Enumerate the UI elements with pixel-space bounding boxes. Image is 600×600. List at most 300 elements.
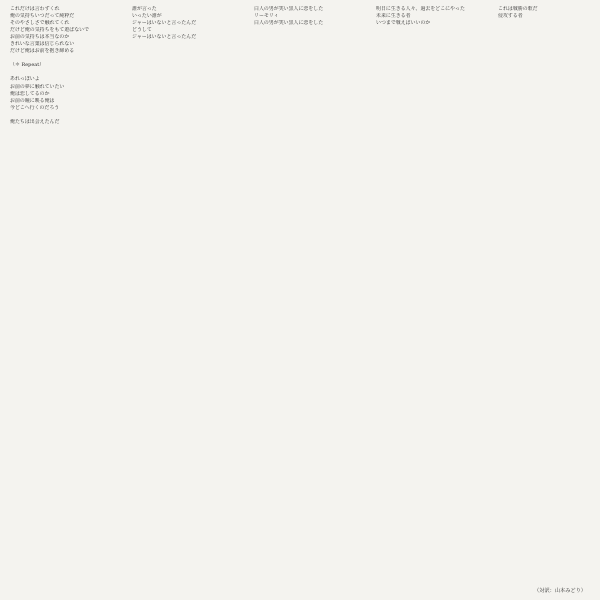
- lyric-line: [498, 281, 592, 288]
- lyric-line: [254, 34, 348, 41]
- lyric-line: [376, 330, 470, 337]
- lyric-line: [498, 217, 592, 224]
- lyric-line: [254, 394, 348, 401]
- lyric-line: [10, 281, 104, 288]
- lyric-line: [498, 436, 592, 443]
- lyric-line: [10, 401, 104, 408]
- lyric-line: [10, 450, 104, 457]
- lyric-line: きれいな言葉は信じられない: [10, 41, 75, 48]
- lyric-line: [498, 316, 592, 323]
- lyric-line: [498, 112, 592, 119]
- lyric-line: [376, 316, 470, 323]
- lyric-line: [132, 84, 226, 91]
- lyric-line: [10, 485, 104, 492]
- lyric-line: [498, 210, 592, 217]
- lyric-line: [498, 464, 592, 471]
- lyric-line: [254, 189, 348, 196]
- lyric-line: [376, 112, 470, 119]
- lyric-line: [254, 253, 348, 260]
- lyric-line: [498, 450, 592, 457]
- lyric-line: [498, 126, 592, 133]
- lyric-line: [498, 492, 592, 499]
- lyric-line: あれっぽいよ: [10, 76, 40, 83]
- lyric-line: [10, 112, 104, 119]
- lyric-line: [498, 351, 592, 358]
- lyric-line: [376, 203, 470, 210]
- lyric-line: [498, 274, 592, 281]
- lyric-line: [498, 260, 592, 267]
- lyric-line: [10, 154, 104, 161]
- lyric-line: [498, 309, 592, 316]
- lyric-line: 俺は恋してるのか: [10, 90, 50, 97]
- lyric-line: [498, 55, 592, 62]
- lyric-line: [10, 210, 104, 217]
- lyric-line: だけど俺はお前を抱き締める: [10, 48, 75, 55]
- lyric-line: [132, 513, 226, 520]
- lyric-line: [498, 513, 592, 520]
- lyric-line: [132, 387, 226, 394]
- lyric-line: [254, 344, 348, 351]
- lyric-line: [498, 478, 592, 485]
- lyric-line: お前の夢に触れていたい: [10, 83, 65, 90]
- lyric-line: [132, 288, 226, 295]
- lyric-line: [10, 492, 104, 499]
- lyric-line: [376, 260, 470, 267]
- lyric-line: [376, 41, 470, 48]
- lyric-line: [132, 351, 226, 358]
- lyric-line: [10, 323, 104, 330]
- lyric-line: [498, 520, 592, 527]
- lyric-line: [376, 337, 470, 344]
- lyric-line: [254, 351, 348, 358]
- lyric-line: [376, 161, 470, 168]
- lyric-line: [10, 295, 104, 302]
- lyric-line: [498, 330, 592, 337]
- lyric-line: [376, 69, 470, 76]
- lyric-line: [10, 232, 104, 239]
- lyric-line: [498, 147, 592, 154]
- lyric-line: [498, 344, 592, 351]
- lyric-line: [254, 224, 348, 231]
- lyric-line: [10, 175, 104, 182]
- lyric-line: [132, 48, 226, 55]
- lyric-line: [254, 62, 348, 69]
- lyric-line: [498, 91, 592, 98]
- lyric-line: 白人の男が笑い黒人に恋をした: [254, 6, 324, 12]
- lyric-line: [376, 436, 470, 443]
- lyric-line: [254, 119, 348, 126]
- lyric-line: [132, 147, 226, 154]
- lyric-line: [254, 450, 348, 457]
- lyric-line: [254, 527, 348, 534]
- lyric-line: [10, 239, 104, 246]
- lyric-line: [254, 330, 348, 337]
- lyric-line: [254, 499, 348, 506]
- lyric-line: [132, 394, 226, 401]
- lyric-line: [376, 288, 470, 295]
- lyric-line: [376, 133, 470, 140]
- lyric-line: [132, 415, 226, 422]
- lyric-line: [10, 246, 104, 253]
- lyric-line: [10, 140, 104, 147]
- lyric-line: [254, 168, 348, 175]
- lyric-line: [254, 415, 348, 422]
- lyric-line: [132, 436, 226, 443]
- lyric-line: [132, 98, 226, 105]
- lyric-line: [498, 527, 592, 534]
- lyric-line: [132, 196, 226, 203]
- lyric-line: だけど俺の気持ちをもて遊ばないで: [10, 27, 90, 34]
- lyric-line: [132, 105, 226, 112]
- lyric-line: [254, 260, 348, 267]
- lyric-line: [132, 154, 226, 161]
- lyric-line: [132, 224, 226, 231]
- lyric-line: 侵攻する者: [498, 13, 523, 20]
- lyric-line: [10, 436, 104, 443]
- lyric-line: [254, 267, 348, 274]
- lyric-line: [254, 316, 348, 323]
- lyric-line: [254, 443, 348, 450]
- lyric-line: [10, 394, 104, 401]
- lyric-line: [132, 55, 226, 62]
- lyric-line: [254, 379, 348, 386]
- lyric-line: [376, 309, 470, 316]
- lyric-line: [376, 91, 470, 98]
- lyric-line: [498, 34, 592, 41]
- lyric-line: [254, 210, 348, 217]
- lyric-line: 明日に生きる人々、過去をどこにやった: [376, 6, 465, 12]
- lyric-line: [498, 506, 592, 513]
- lyric-line: [254, 98, 348, 105]
- lyric-line: [376, 372, 470, 379]
- lyric-line: [132, 217, 226, 224]
- lyric-line: [10, 337, 104, 344]
- lyric-line: [376, 274, 470, 281]
- lyric-line: [132, 506, 226, 513]
- lyric-line: [132, 408, 226, 415]
- lyric-line: [10, 330, 104, 337]
- lyric-line: [132, 464, 226, 471]
- lyric-line: [376, 295, 470, 302]
- lyric-line: [254, 203, 348, 210]
- lyric-line: [498, 365, 592, 372]
- lyric-line: [254, 126, 348, 133]
- lyric-line: [132, 330, 226, 337]
- lyric-line: [498, 358, 592, 365]
- lyric-line: [254, 48, 348, 55]
- lyric-line: [254, 274, 348, 281]
- lyric-line: [10, 457, 104, 464]
- lyric-line: 誰が言った: [132, 6, 157, 12]
- lyric-line: [132, 457, 226, 464]
- lyric-line: [376, 387, 470, 394]
- lyric-line: [10, 189, 104, 196]
- lyric-line: [10, 69, 104, 76]
- lyric-line: [254, 232, 348, 239]
- lyric-line: [498, 203, 592, 210]
- lyric-line: [498, 394, 592, 401]
- lyric-line: [254, 140, 348, 147]
- lyric-line: [376, 365, 470, 372]
- lyric-line: [254, 506, 348, 513]
- lyric-line: [376, 358, 470, 365]
- lyric-line: [376, 450, 470, 457]
- lyric-line: [10, 478, 104, 485]
- lyric-line: [254, 84, 348, 91]
- lyric-line: [498, 98, 592, 105]
- lyric-line: [132, 189, 226, 196]
- lyric-line: [10, 443, 104, 450]
- lyric-line: [132, 260, 226, 267]
- lyric-line: [498, 27, 592, 34]
- lyric-line: [10, 217, 104, 224]
- lyric-line: [498, 20, 592, 27]
- lyric-line: [10, 429, 104, 436]
- lyric-line: [376, 527, 470, 534]
- lyric-line: [254, 464, 348, 471]
- lyric-line: [376, 147, 470, 154]
- lyric-line: [498, 119, 592, 126]
- lyric-line: [132, 344, 226, 351]
- lyric-line: [254, 535, 348, 542]
- lyric-line: [254, 27, 348, 34]
- lyric-line: [498, 485, 592, 492]
- lyric-line: [132, 246, 226, 253]
- lyric-line: [254, 55, 348, 62]
- lyric-line: [132, 69, 226, 76]
- lyric-line: [10, 168, 104, 175]
- lyric-line: [254, 408, 348, 415]
- lyric-line: [132, 210, 226, 217]
- lyric-line: [254, 387, 348, 394]
- lyric-line: [132, 309, 226, 316]
- lyric-line: [132, 126, 226, 133]
- lyric-line: [254, 401, 348, 408]
- lyric-line: [376, 429, 470, 436]
- lyric-line: [254, 182, 348, 189]
- lyric-line: [498, 69, 592, 76]
- lyric-line: [132, 232, 226, 239]
- lyric-line: [376, 506, 470, 513]
- lyric-line: [376, 217, 470, 224]
- lyric-line: [10, 274, 104, 281]
- lyric-line: [254, 295, 348, 302]
- lyric-line: [376, 535, 470, 542]
- lyric-line: [498, 288, 592, 295]
- lyric-line: [498, 133, 592, 140]
- lyric-line: [376, 76, 470, 83]
- lyric-line: [498, 84, 592, 91]
- lyric-line: [376, 140, 470, 147]
- lyric-line: [254, 422, 348, 429]
- lyric-line: （＊ Repeat）: [10, 62, 45, 69]
- lyric-line: [376, 196, 470, 203]
- lyric-line: [498, 105, 592, 112]
- lyric-line: [376, 48, 470, 55]
- lyric-line: [254, 309, 348, 316]
- lyric-line: [10, 260, 104, 267]
- lyric-line: [376, 105, 470, 112]
- lyric-line: いつまで戦えばいいのか: [376, 20, 431, 27]
- lyric-line: [132, 119, 226, 126]
- lyric-line: [254, 41, 348, 48]
- lyric-line: [254, 147, 348, 154]
- lyric-line: [376, 210, 470, 217]
- lyric-line: [132, 379, 226, 386]
- lyric-line: [498, 295, 592, 302]
- lyric-line: [132, 112, 226, 119]
- lyric-line: [10, 126, 104, 133]
- lyric-line: [132, 429, 226, 436]
- lyric-line: [132, 253, 226, 260]
- lyric-line: [10, 253, 104, 260]
- lyric-line: [498, 175, 592, 182]
- lyric-line: [376, 175, 470, 182]
- lyric-line: [254, 76, 348, 83]
- lyric-line: お前の瞳に映る俺は: [10, 97, 55, 104]
- lyric-line: [132, 161, 226, 168]
- lyric-line: [376, 513, 470, 520]
- lyric-line: [10, 422, 104, 429]
- lyric-line: [498, 422, 592, 429]
- lyric-line: そのやさしさで触れてくれ: [10, 20, 70, 27]
- lyric-line: [254, 429, 348, 436]
- lyric-line: [132, 295, 226, 302]
- lyric-line: [498, 429, 592, 436]
- lyric-line: [10, 316, 104, 323]
- lyric-line: [254, 436, 348, 443]
- lyric-line: [254, 288, 348, 295]
- lyric-line: [498, 140, 592, 147]
- lyric-line: [132, 302, 226, 309]
- lyric-line: [132, 358, 226, 365]
- lyric-line: [498, 224, 592, 231]
- lyric-line: [376, 478, 470, 485]
- lyrics-column-5: [498, 6, 592, 600]
- lyric-line: [10, 196, 104, 203]
- lyric-line: [10, 302, 104, 309]
- lyric-line: [132, 182, 226, 189]
- lyric-line: [254, 520, 348, 527]
- lyric-line: [498, 239, 592, 246]
- lyric-line: [132, 478, 226, 485]
- lyric-line: [254, 281, 348, 288]
- lyric-line: [254, 112, 348, 119]
- lyric-line: [376, 126, 470, 133]
- lyric-line: [10, 379, 104, 386]
- lyric-line: [132, 62, 226, 69]
- lyric-line: [498, 379, 592, 386]
- lyric-line: [10, 55, 104, 62]
- lyric-line: [498, 41, 592, 48]
- lyric-line: [498, 196, 592, 203]
- lyric-line: [376, 98, 470, 105]
- lyric-line: [498, 401, 592, 408]
- lyric-line: [376, 302, 470, 309]
- lyric-line: [10, 372, 104, 379]
- lyric-line: [376, 457, 470, 464]
- lyric-line: [254, 105, 348, 112]
- lyric-line: [10, 358, 104, 365]
- lyric-line: [132, 316, 226, 323]
- lyric-line: [10, 147, 104, 154]
- lyric-line: [254, 133, 348, 140]
- lyric-line: [376, 323, 470, 330]
- lyric-line: [376, 34, 470, 41]
- lyric-line: [498, 182, 592, 189]
- lyric-line: [10, 133, 104, 140]
- lyric-line: [254, 492, 348, 499]
- lyric-line: [376, 62, 470, 69]
- lyric-line: [498, 253, 592, 260]
- lyric-line: [10, 464, 104, 471]
- lyric-line: [376, 232, 470, 239]
- lyric-line: [10, 224, 104, 231]
- lyric-line: [376, 422, 470, 429]
- lyric-line: [132, 443, 226, 450]
- lyric-line: [498, 76, 592, 83]
- lyric-line: [254, 161, 348, 168]
- lyric-line: [498, 443, 592, 450]
- lyric-line: [132, 535, 226, 542]
- lyric-line: [254, 513, 348, 520]
- lyric-line: [132, 527, 226, 534]
- lyric-line: [498, 48, 592, 55]
- lyric-line: 俺の気持ちいつだって純粋だ: [10, 13, 75, 20]
- lyric-line: [376, 27, 470, 34]
- lyric-line: [254, 69, 348, 76]
- lyric-line: [10, 161, 104, 168]
- lyric-line: [132, 91, 226, 98]
- lyric-line: [498, 62, 592, 69]
- lyric-line: [10, 309, 104, 316]
- translation-credit: （対訳：山本みどり）: [534, 588, 586, 594]
- lyric-line: [376, 224, 470, 231]
- lyric-line: [10, 387, 104, 394]
- lyric-line: [132, 401, 226, 408]
- lyric-line: [132, 274, 226, 281]
- lyric-line: [376, 267, 470, 274]
- lyric-line: [132, 337, 226, 344]
- lyric-line: [132, 372, 226, 379]
- lyric-line: [132, 422, 226, 429]
- lyrics-column-3: [254, 6, 348, 600]
- lyric-line: [498, 337, 592, 344]
- lyric-line: [498, 323, 592, 330]
- lyric-line: これだけは言わずくれ: [10, 6, 60, 12]
- lyric-line: [376, 189, 470, 196]
- lyric-line: [10, 351, 104, 358]
- lyric-line: [498, 457, 592, 464]
- lyric-line: [498, 408, 592, 415]
- lyric-line: [254, 239, 348, 246]
- lyric-line: [498, 499, 592, 506]
- lyric-line: [132, 471, 226, 478]
- lyric-line: [132, 499, 226, 506]
- lyric-line: [10, 408, 104, 415]
- lyric-line: [376, 253, 470, 260]
- lyric-line: [498, 387, 592, 394]
- lyric-line: [10, 267, 104, 274]
- lyric-line: [498, 168, 592, 175]
- lyric-line: いったい誰が: [132, 13, 162, 20]
- lyric-line: ジャーはいないと言ったんだ: [132, 34, 197, 41]
- lyric-line: [498, 302, 592, 309]
- lyric-line: [376, 492, 470, 499]
- lyric-line: [498, 267, 592, 274]
- lyric-line: ジャーはいないと言ったんだ: [132, 20, 197, 27]
- lyric-line: [254, 337, 348, 344]
